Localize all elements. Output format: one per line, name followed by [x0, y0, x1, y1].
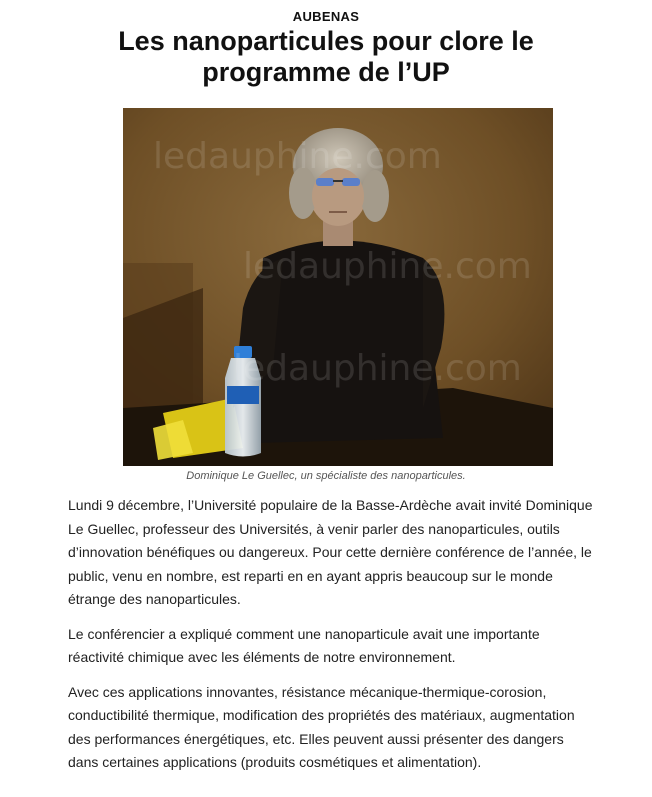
- photo-watermark: ledauphine.com: [153, 136, 442, 177]
- headline: Les nanoparticules pour clore le programme de l’UP: [118, 26, 534, 87]
- photo-watermark: ledauphine.com: [233, 348, 522, 389]
- article-body: [68, 494, 596, 786]
- photo-watermark: ledauphine.com: [243, 246, 532, 287]
- article-photo: [123, 108, 553, 466]
- paragraph: Le conférencier a expliqué comment une nanoparticule avait une importante réactivité chimique avec les éléments de notre environnement.: [68, 625, 540, 665]
- paragraph: Avec ces applications innovantes, résistance mécanique-thermique-corosion, conductibilité thermique, modification des propriétés des matériaux, augmentation des performances énergétiques, etc. Elles peuvent aussi présenter des dangers dans certaines applications (produits cosmétiques et alimentation).: [68, 683, 575, 770]
- photo-caption: Dominique Le Guellec, un spécialiste des nanoparticules.: [186, 470, 466, 482]
- paragraph: Lundi 9 décembre, l’Université populaire de la Basse-Ardèche avait invité Dominique Le Guellec, professeur des Universités, à venir parler des nanoparticules, outils d’innovation bénéfiques ou dangereux. Pour cette dernière conférence de l’année, le public, venu en nombre, est reparti en en ayant appris beaucoup sur le monde étrange des nanoparticules.: [68, 497, 593, 607]
- kicker: AUBENAS: [292, 9, 360, 24]
